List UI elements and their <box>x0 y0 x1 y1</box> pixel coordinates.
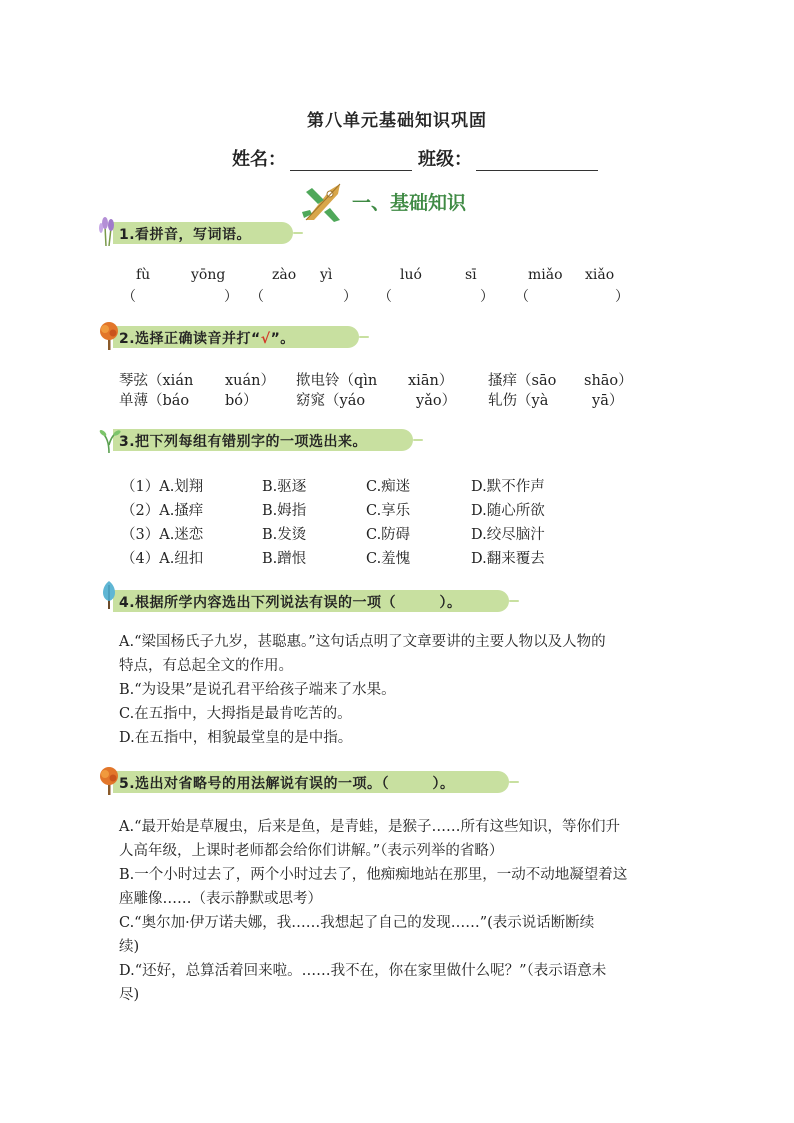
section-title: 一、基础知识 <box>352 192 467 214</box>
answer-paren-close-3: ） <box>480 289 494 305</box>
q2-r2-item3b: yā） <box>592 393 624 409</box>
q3-r4-a: （4）A.纽扣 <box>121 551 204 567</box>
name-label: 姓名： <box>232 149 286 170</box>
section-heading <box>300 180 467 226</box>
pinyin-7: miǎo <box>528 267 563 283</box>
q5-option-d-line2: 尽) <box>119 987 140 1003</box>
q3-r1-a: （1）A.划翔 <box>121 479 204 495</box>
pinyin-3: zào <box>272 267 297 283</box>
q4-option-d: D.在五指中，相貌最堂皇的是中指。 <box>119 730 353 746</box>
q3-r3-d: D.绞尽脑汁 <box>471 527 545 543</box>
q2-r2-item1b: bó） <box>225 393 258 409</box>
q4-title: 4.根据所学内容选出下列说法有误的一项（ ）。 <box>119 595 462 611</box>
q2-r1-item3a: 搔痒（sāo <box>488 373 557 389</box>
answer-paren-open-1: （ <box>122 289 136 305</box>
q2-r2-item1a: 单薄（báo <box>119 393 190 409</box>
q5-option-a-line2: 人高年级，上课时老师都会给你们讲解。”（表示列举的省略） <box>119 843 504 859</box>
class-blank[interactable] <box>476 152 598 171</box>
q3-title: 3.把下列每组有错别字的一项选出来。 <box>119 434 368 450</box>
q4-option-b: B.“为设果”是说孔君平给孩子端来了水果。 <box>119 682 396 698</box>
check-mark-icon: √ <box>260 331 271 347</box>
q3-r1-d: D.默不作声 <box>471 479 545 495</box>
answer-paren-open-4: （ <box>515 289 529 305</box>
class-label: 班级： <box>418 149 472 170</box>
q4-body <box>119 630 679 750</box>
q4-option-a-line1: A.“梁国杨氏子九岁，甚聪惠。”这句话点明了文章要讲的主要人物以及人物的 <box>119 634 606 650</box>
autumn-tree-icon <box>97 765 121 795</box>
answer-paren-close-2: ） <box>343 289 357 305</box>
answer-paren-open-2: （ <box>250 289 264 305</box>
sprout-icon <box>97 423 121 453</box>
answer-paren-close-4: ） <box>615 289 629 305</box>
q3-r4-b: B.蹭恨 <box>262 551 307 567</box>
q3-r3-a: （3）A.迷恋 <box>121 527 204 543</box>
pinyin-8: xiǎo <box>585 267 615 283</box>
q3-r2-c: C.享乐 <box>366 503 411 519</box>
q4-option-a-line2: 特点，有总起全文的作用。 <box>119 658 293 674</box>
pinyin-2: yōng <box>191 267 226 283</box>
autumn-tree-icon <box>97 320 121 350</box>
q2-title: 2.选择正确读音并打“√”。 <box>119 331 295 347</box>
q5-body <box>119 815 679 1007</box>
blue-tree-icon <box>97 574 121 614</box>
answer-paren-close-1: ） <box>224 289 238 305</box>
q3-r2-d: D.随心所欲 <box>471 503 545 519</box>
q5-option-c-line2: 续) <box>119 939 140 955</box>
q2-r1-item2a: 揿电铃（qìn <box>296 373 378 389</box>
answer-paren-open-3: （ <box>378 289 392 305</box>
q5-title: 5.选出对省略号的用法解说有误的一项。（ ）。 <box>119 776 455 792</box>
q1-title: 1.看拼音，写词语。 <box>119 227 252 243</box>
q3-r3-c: C.防碍 <box>366 527 411 543</box>
pinyin-5: luó <box>400 267 422 283</box>
airplane-icon <box>300 180 350 226</box>
q3-r4-d: D.翻来覆去 <box>471 551 545 567</box>
q3-r3-b: B.发烫 <box>262 527 307 543</box>
q2-r2-item3a: 轧伤（yà <box>488 393 549 409</box>
pinyin-4: yì <box>320 267 333 283</box>
q5-option-b-line1: B.一个小时过去了，两个小时过去了，他痴痴地站在那里，一动不动地凝望着这 <box>119 867 628 883</box>
q3-r4-c: C.羞愧 <box>366 551 411 567</box>
name-blank[interactable] <box>290 152 412 171</box>
q4-option-c: C.在五指中，大拇指是最肯吃苦的。 <box>119 706 352 722</box>
pinyin-1: fù <box>136 267 151 283</box>
q2-r1-item2b: xiān） <box>408 373 454 389</box>
lavender-icon <box>97 216 121 246</box>
q5-option-c-line1: C.“奥尔加·伊万诺夫娜，我……我想起了自己的发现……”(表示说话断断续 <box>119 915 595 931</box>
q2-r1-item1b: xuán） <box>225 373 275 389</box>
page-title: 第八单元基础知识巩固 <box>307 111 487 131</box>
name-class-row <box>232 145 604 171</box>
q3-r1-c: C.痴迷 <box>366 479 411 495</box>
q2-r2-item2b: yǎo） <box>416 393 457 409</box>
q2-r1-item1a: 琴弦（xián <box>119 373 194 389</box>
q5-option-d-line1: D.“还好，总算活着回来啦。……我不在，你在家里做什么呢？”（表示语意未 <box>119 963 607 979</box>
q5-option-a-line1: A.“最开始是草履虫，后来是鱼，是青蛙，是猴子……所有这些知识，等你们升 <box>119 819 620 835</box>
q2-r2-item2a: 窈窕（yáo <box>296 393 366 409</box>
q3-r1-b: B.驱逐 <box>262 479 307 495</box>
q5-option-b-line2: 座雕像……（表示静默或思考） <box>119 891 322 907</box>
q3-r2-b: B.姆指 <box>262 503 307 519</box>
q2-r1-item3b: shāo） <box>584 373 633 389</box>
q3-r2-a: （2）A.搔痒 <box>121 503 204 519</box>
pinyin-6: sī <box>465 267 477 283</box>
